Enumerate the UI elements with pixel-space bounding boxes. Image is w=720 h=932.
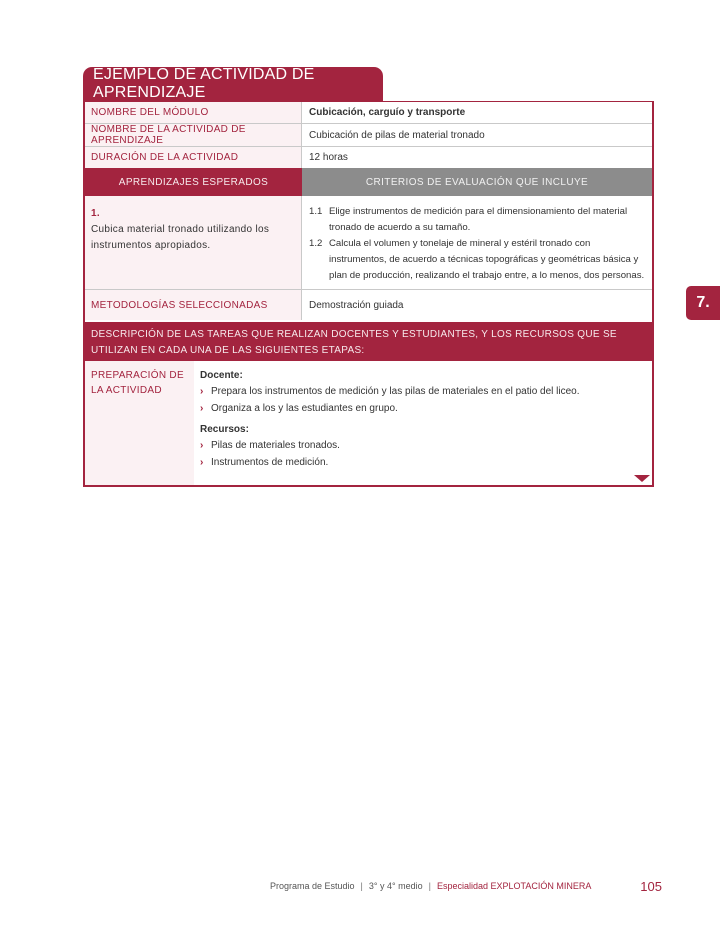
continue-triangle-icon: [634, 475, 650, 482]
criteria-header: CRITERIOS DE EVALUACIÓN QUE INCLUYE: [302, 168, 652, 196]
module-value: Cubicación, carguío y transporte: [309, 107, 466, 118]
chevron-right-icon: ›: [200, 386, 204, 397]
criterion-number: 1.2: [309, 238, 323, 249]
chevron-right-icon: ›: [200, 440, 204, 451]
criterion-item: [309, 204, 646, 236]
footer-separator: |: [360, 881, 363, 891]
activity-value: Cubicación de pilas de material tronado: [309, 129, 485, 141]
activity-example-title: EJEMPLO DE ACTIVIDAD DE APRENDIZAJE: [83, 67, 383, 101]
docente-title: Docente:: [200, 370, 243, 381]
section-headers: [85, 168, 652, 196]
methodology-label: METODOLOGÍAS SELECCIONADAS: [85, 290, 302, 320]
recurso-item-text: Pilas de materiales tronados.: [211, 440, 340, 451]
docente-item: [200, 383, 580, 400]
criteria-cell: [302, 196, 652, 289]
expected-learning-number: 1.: [91, 208, 100, 219]
recurso-item: [200, 437, 340, 454]
module-label: NOMBRE DEL MÓDULO: [85, 102, 302, 123]
activity-label: NOMBRE DE LA ACTIVIDAD DE APRENDIZAJE: [85, 124, 302, 146]
duration-row: [85, 146, 652, 168]
expected-learning-cell: [85, 196, 302, 289]
footer-level: 3° y 4° medio: [368, 881, 423, 891]
criterion-text: Elige instrumentos de medición para el dimensionamiento del material tronado de acuerdo a su tamaño.: [329, 206, 628, 233]
module-row: [85, 101, 652, 123]
footer-program: Programa de Estudio: [270, 881, 355, 891]
chevron-right-icon: ›: [200, 403, 204, 414]
learning-criteria-row: [85, 196, 652, 289]
duration-label: DURACIÓN DE LA ACTIVIDAD: [85, 147, 302, 168]
methodology-row: [85, 289, 652, 320]
page-number: 105: [640, 878, 662, 894]
preparation-content: [194, 361, 652, 485]
chapter-tab: 7.: [686, 286, 720, 320]
recurso-item: [200, 454, 328, 471]
task-description-header: DESCRIPCIÓN DE LAS TAREAS QUE REALIZAN DOCENTES Y ESTUDIANTES, Y LOS RECURSOS QUE SE UTILIZAN EN CADA UNA DE LAS SIGUIENTES ETAPAS:: [85, 322, 652, 361]
docente-item-text: Organiza a los y las estudiantes en grupo.: [211, 403, 398, 414]
expected-learning-header: APRENDIZAJES ESPERADOS: [85, 168, 302, 196]
preparation-row: [85, 361, 652, 485]
criterion-number: 1.1: [309, 206, 323, 217]
expected-learning-text: Cubica material tronado utilizando los instrumentos apropiados.: [91, 224, 270, 251]
criterion-item: [309, 236, 646, 284]
activity-row: [85, 123, 652, 146]
activity-table: [83, 101, 654, 487]
docente-item-text: Prepara los instrumentos de medición y las pilas de materiales en el patio del liceo.: [211, 386, 580, 397]
criterion-text: Calcula el volumen y tonelaje de mineral y estéril tronado con instrumentos, de acuerdo a técnicas topográficas y geométricas básica y plan de producción, realizando el trabajo entre, a lo menos, dos personas.: [329, 238, 645, 281]
footer-separator: |: [428, 881, 431, 891]
recursos-title: Recursos:: [200, 424, 249, 435]
duration-value: 12 horas: [309, 152, 348, 163]
page-footer: [270, 878, 662, 894]
docente-item: [200, 400, 398, 417]
preparation-label: PREPARACIÓN DE LA ACTIVIDAD: [85, 361, 194, 485]
methodology-value: Demostración guiada: [309, 299, 404, 311]
recurso-item-text: Instrumentos de medición.: [211, 457, 329, 468]
chevron-right-icon: ›: [200, 457, 204, 468]
footer-specialty: Especialidad EXPLOTACIÓN MINERA: [436, 881, 592, 891]
